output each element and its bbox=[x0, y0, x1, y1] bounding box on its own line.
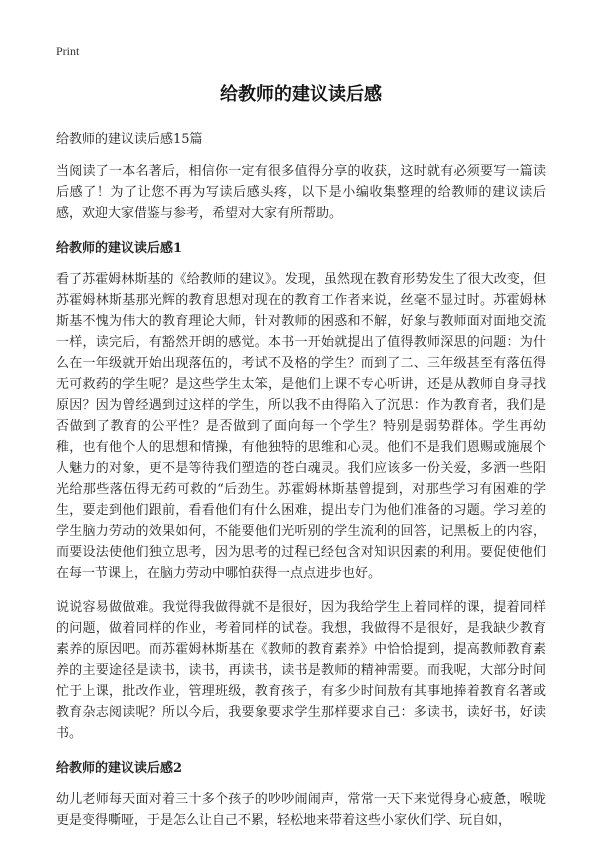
document-page bbox=[56, 80, 546, 844]
section-2-paragraph-1: 幼儿老师每天面对着三十多个孩子的吵吵闹闹声，常常一天下来觉得身心疲惫，喉咙更是变得嘶哑，于是怎么让自己不累，轻松地来带着这些小家伙们学、玩自如， bbox=[56, 792, 546, 828]
section-1-paragraph-1: 看了苏霍姆林斯基的《给教师的建议》。发现，虽然现在教育形势发生了很大改变，但苏霍姆林斯基那光辉的教育思想对现在的教育工作者来说，丝毫不显过时。苏霍姆林斯基不愧为伟大的教育理论大师，针对教师的困惑和不解，好象与教师面对面地交流一样，读完后，有豁然开朗的感觉。本书一开始就提出了值得教师深思的问题：为什么在一年级就开始出现落伍的，考试不及格的学生？而到了二、三年级甚至有落伍得无可救药的学生呢？是这些学生太笨，是他们上课不专心听讲，还是从教师自身寻找原因？因为曾经遇到过这样的学生，所以我不由得陷入了沉思：作为教育者，我们是否做到了教育的公平性？是否做到了面向每一个学生？特别是弱势群体。学生再幼稚，也有他个人的思想和情操，有他独特的思维和心灵。他们不是我们恩赐或施展个人魅力的对象，更不是等待我们塑造的苍白魂灵。我们应该多一份关爱，多洒一些阳光给那些落伍得无药可救的“后劲生。苏霍姆林斯基曾提到，对那些学习有困难的学生，要走到他们跟前，看看他们有什么困难，提出专门为他们准备的习题。学习差的学生脑力劳动的效果如何，不能要他们光听别的学生流利的回答，记黑板上的内容，而要设法使他们独立思考，因为思考的过程已经包含对知识因素的利用。要促使他们在每一节课上，在脑力劳动中哪怕获得一点点进步也好。 bbox=[56, 272, 546, 581]
section-1-paragraph-2: 说说容易做做难。我觉得我做得就不是很好，因为我给学生上着同样的课，提着同样的问题，做着同样的作业，考着同样的试卷。我想，我做得不是很好，是我缺少教育素养的原因吧。而苏霍姆林斯基在《教师的教育素养》中恰恰提到，提高教师教育素养的主要途径是读书，读书，再读书，读书是教师的精神需要。而我呢，大部分时间忙于上课，批改作业，管理班级，教育孩子，有多少时间敖有其事地捧着教育名著或教育杂志阅读呢？所以今后，我要象要求学生那样要求自己：多读书，读好书，好读书。 bbox=[56, 600, 546, 741]
intro-paragraph: 当阅读了一本名著后，相信你一定有很多值得分享的收获，这时就有必须要写一篇读后感了！为了让您不再为写读后感头疼，以下是小编收集整理的给教师的建议读后感，欢迎大家借鉴与参考，希望对大家有所帮助。 bbox=[56, 164, 546, 221]
section-heading-1: 给教师的建议读后感1 bbox=[56, 241, 183, 256]
print-link[interactable]: Print bbox=[56, 44, 80, 58]
section-heading-2: 给教师的建议读后感2 bbox=[56, 761, 183, 776]
page-subtitle: 给教师的建议读后感15篇 bbox=[56, 132, 203, 147]
page-title: 给教师的建议读后感 bbox=[220, 84, 382, 105]
